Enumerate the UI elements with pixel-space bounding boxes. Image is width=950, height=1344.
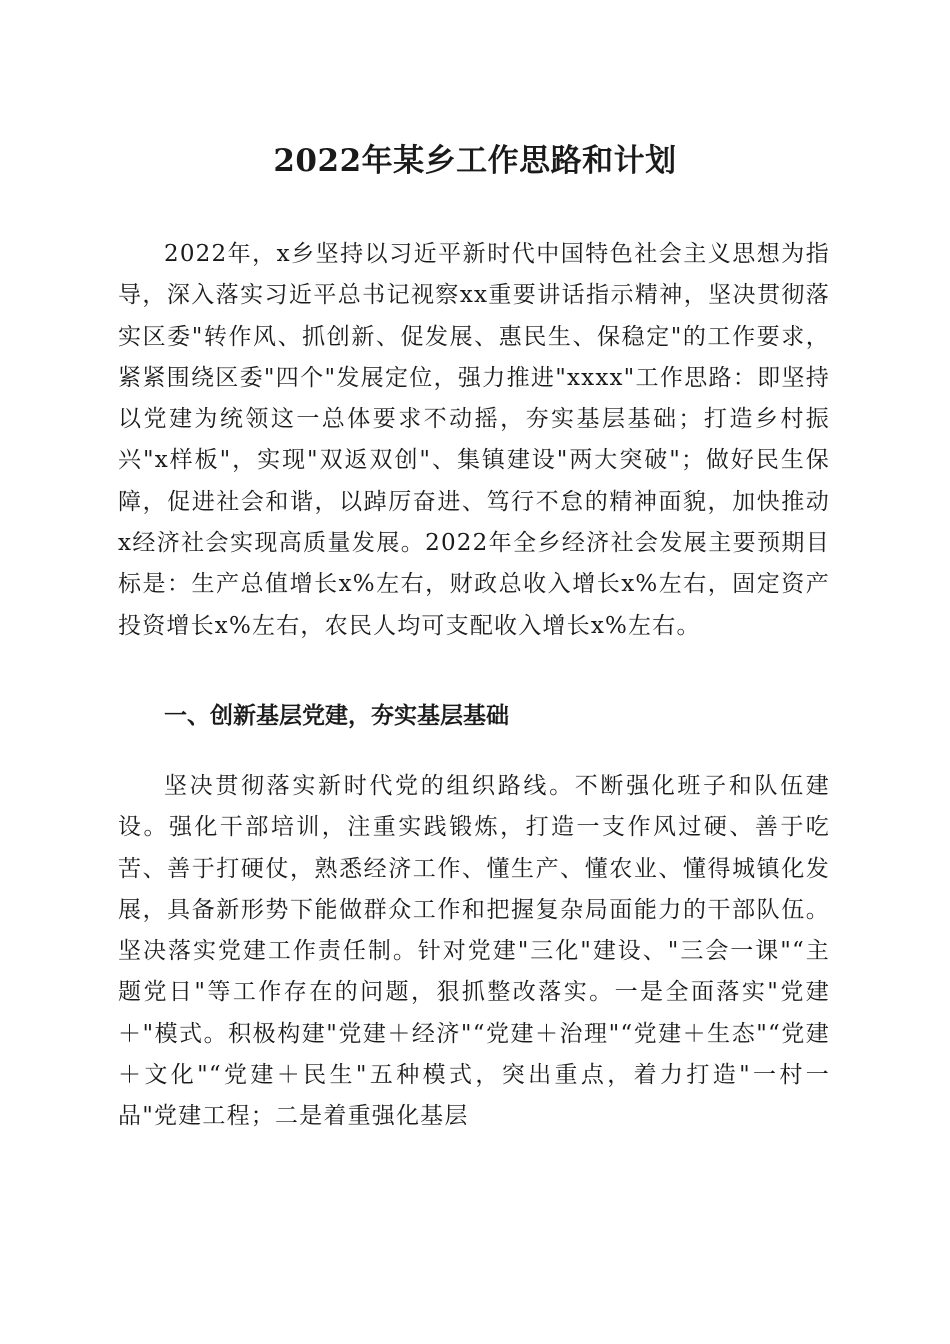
document-title: 2022年某乡工作思路和计划 xyxy=(273,143,677,179)
section-paragraph: 坚决贯彻落实新时代党的组织路线。不断强化班子和队伍建设。强化干部培训，注重实践锻炼，打造一支作风过硬、善于吃苦、善于打硬仗，熟悉经济工作、懂生产、懂农业、懂得城镇化发展，具备新形势下能做群众工作和把握复杂局面能力的干部队伍。坚决落实党建工作责任制。针对党建"三化"建设、"三会一课"“主题党日"等工作存在的问题，狠抓整改落实。一是全面落实"党建＋"模式。积极构建"党建＋经济"“党建＋治理"“党建＋生态"“党建＋文化"“党建＋民生"五种模式，突出重点，着力打造"一村一品"党建工程；二是着重强化基层 xyxy=(118,773,830,1130)
intro-paragraph: 2022年，x乡坚持以习近平新时代中国特色社会主义思想为指导，深入落实习近平总书记视察xx重要讲话指示精神，坚决贯彻落实区委"转作风、抓创新、促发展、惠民生、保稳定"的工作要求，紧紧围绕区委"四个"发展定位，强力推进"xxxx"工作思路：即坚持以党建为统领这一总体要求不动摇，夯实基层基础；打造乡村振兴"x样板"，实现"双返双创"、集镇建设"两大突破"；做好民生保障，促进社会和谐，以踔厉奋进、笃行不怠的精神面貌，加快推动x经济社会实现高质量发展。2022年全乡经济社会发展主要预期目标是：生产总值增长x%左右，财政总收入增长x%左右，固定资产投资增长x%左右，农民人均可支配收入增长x%左右。 xyxy=(118,241,830,639)
section-heading: 一、创新基层党建，夯实基层基础 xyxy=(164,703,509,729)
